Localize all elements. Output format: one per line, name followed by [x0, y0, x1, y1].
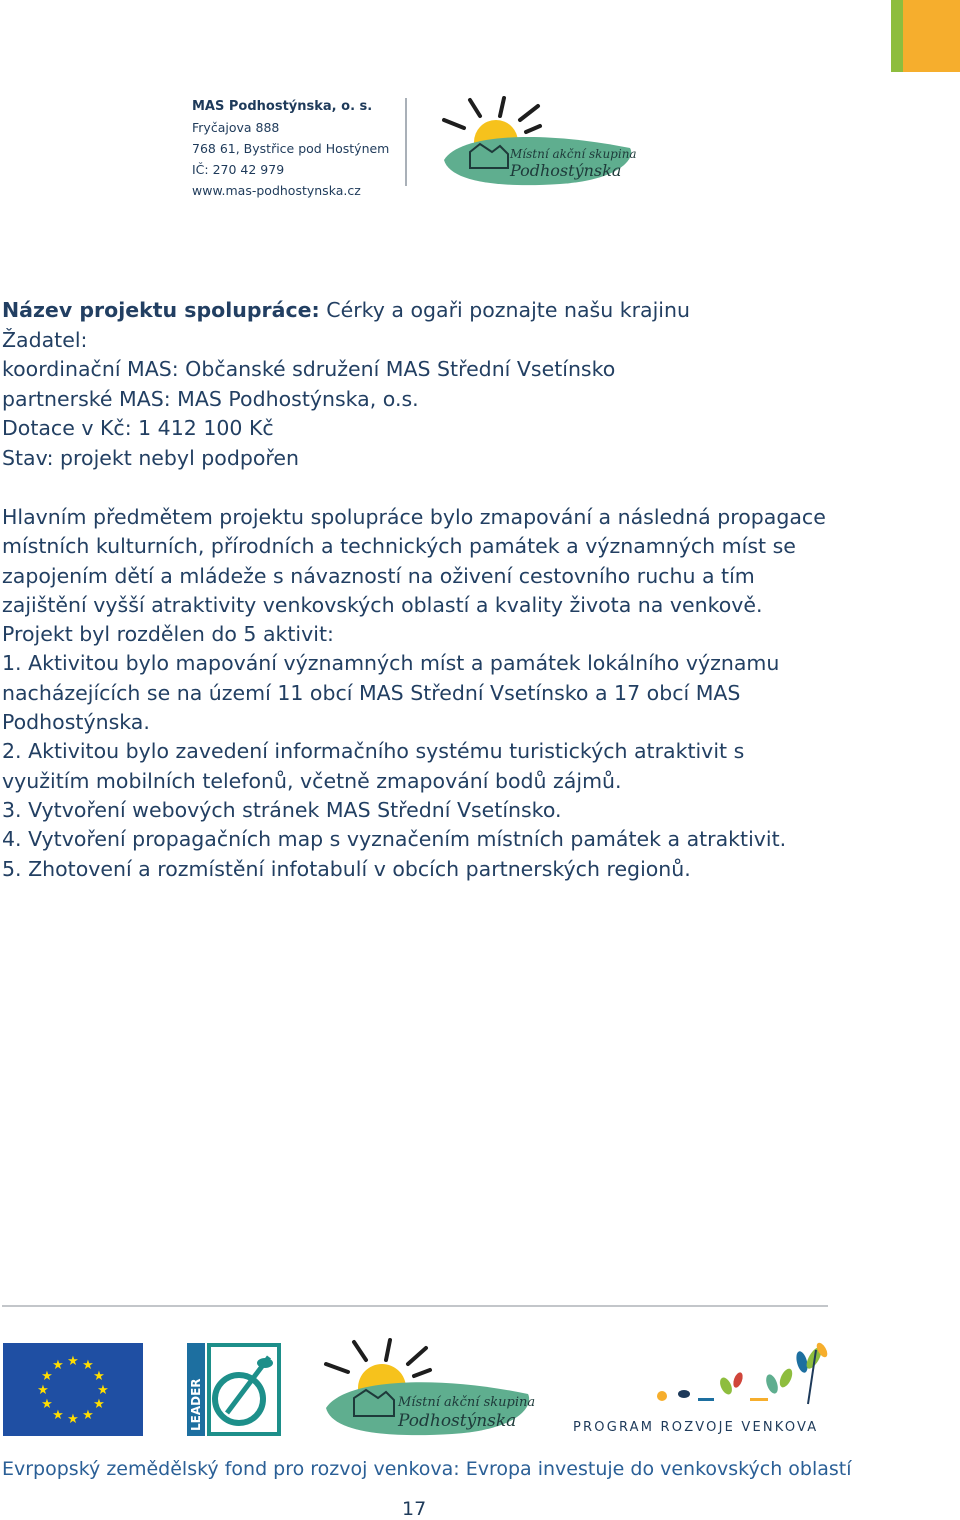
svg-text:★: ★ [37, 1383, 49, 1398]
subsidy-line: Dotace v Kč: 1 412 100 Kč [2, 416, 274, 440]
project-name-label: Název projektu spolupráce: [2, 298, 320, 322]
svg-text:★: ★ [82, 1408, 94, 1423]
leader-logo-icon [187, 1343, 281, 1436]
applicant-label: Žadatel: [2, 327, 88, 352]
description-split: Projekt byl rozdělen do 5 aktivit: [2, 622, 334, 647]
svg-text:Podhostýnska: Podhostýnska [510, 161, 622, 180]
status-line: Stav: projekt nebyl podpořen [2, 445, 299, 470]
svg-text:Místní akční skupina: Místní akční skupina [398, 1395, 536, 1410]
org-street: Fryčajova 888 [192, 120, 280, 135]
svg-text:★: ★ [67, 1412, 79, 1427]
activity-item-4: 4. Vytvoření propagačních map s vyznačením místních památek a atraktivit. [2, 827, 787, 852]
mas-logo-icon [322, 1338, 538, 1438]
svg-text:★: ★ [67, 1354, 79, 1369]
footer-divider [2, 1305, 828, 1307]
activity-item-3: 3. Vytvoření webových stránek MAS Střední Vsetínsko. [2, 797, 562, 822]
header-divider [405, 98, 407, 186]
activity-item-5: 5. Zhotovení a rozmístění infotabulí v obcích partnerských regionů. [2, 856, 691, 881]
svg-text:★: ★ [97, 1383, 109, 1398]
description-intro: Hlavním předmětem projektu spolupráce bylo zmapování a následná propagace místních kulturních, přírodních a technických památek a významných míst se zapojením dětí a mládeže s návazností na oživení cestovního ruchu a tím zajištění vyšší atraktivity venkovských oblastí a kvality života na venkově. [2, 505, 826, 617]
project-name-line [2, 296, 690, 326]
footer-slogan: Evrpopský zemědělský fond pro rozvoj venkova: Evropa investuje do venkovských oblastí [2, 1458, 852, 1480]
svg-text:★: ★ [41, 1397, 53, 1412]
project-description [2, 503, 834, 884]
prv-logo-icon [654, 1340, 830, 1412]
org-city: 768 61, Bystřice pod Hostýnem [192, 141, 390, 156]
svg-text:Místní akční skupina: Místní akční skupina [510, 147, 637, 161]
org-web[interactable]: www.mas-podhostynska.cz [192, 183, 361, 198]
activity-item-2: 2. Aktivitou bylo zavedení informačního systému turistických atraktivit s využitím mobilních telefonů, včetně zmapování bodů zájmů. [2, 739, 745, 793]
project-meta [2, 296, 690, 473]
activity-item-1: 1. Aktivitou bylo mapování významných míst a památek lokálního významu nacházejících se na území 11 obcí MAS Střední Vsetínsko a 17 obcí MAS Podhostýnska. [2, 651, 780, 735]
svg-text:LEADER: LEADER [189, 1378, 203, 1431]
svg-text:★: ★ [52, 1408, 64, 1423]
org-name: MAS Podhostýnska, o. s. [192, 99, 373, 114]
coordinator-line: koordinační MAS: Občanské sdružení MAS Střední Vsetínsko [2, 357, 616, 381]
partner-line: partnerské MAS: MAS Podhostýnska, o.s. [2, 386, 419, 411]
eu-flag-icon [3, 1343, 143, 1436]
mas-logo-icon [440, 96, 640, 188]
prv-program-label: PROGRAM ROZVOJE VENKOVA [573, 1420, 819, 1435]
svg-text:★: ★ [52, 1358, 64, 1373]
svg-text:★: ★ [41, 1369, 53, 1384]
corner-tab-orange [903, 0, 960, 72]
page-number: 17 [402, 1498, 427, 1520]
svg-text:★: ★ [93, 1397, 105, 1412]
svg-text:Podhostýnska: Podhostýnska [398, 1411, 517, 1431]
corner-tab-green [891, 0, 903, 72]
header-contact [192, 96, 389, 201]
org-ico: IČ: 270 42 979 [192, 162, 285, 177]
project-name-value: Cérky a ogaři poznajte našu krajinu [319, 298, 690, 322]
svg-text:★: ★ [82, 1358, 94, 1373]
svg-text:★: ★ [93, 1369, 105, 1384]
